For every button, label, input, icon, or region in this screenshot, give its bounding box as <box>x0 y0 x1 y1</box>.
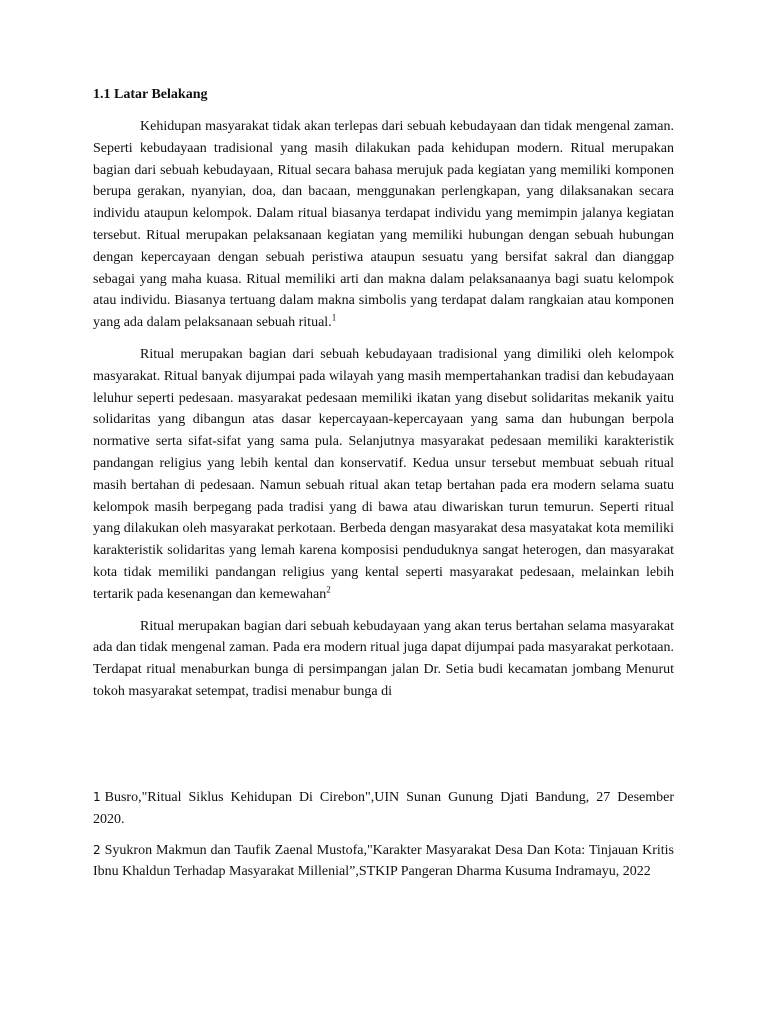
footnote-2 <box>93 840 674 884</box>
footnote-1-text: Busro,"Ritual Siklus Kehidupan Di Cirebon",UIN Sunan Gunung Djati Bandung, 27 Desember 2020. <box>93 790 674 827</box>
footnote-2-text: Syukron Makmun dan Taufik Zaenal Mustofa,"Karakter Masyarakat Desa Dan Kota: Tinjauan Kritis Ibnu Khaldun Terhadap Masyarakat Millenial”,STKIP Pangeran Dharma Kusuma Indramayu, 2022 <box>93 842 674 880</box>
document-body <box>93 86 674 713</box>
paragraph-2-text: Ritual merupakan bagian dari sebuah kebudayaan tradisional yang dimiliki oleh kelompok masyarakat. Ritual banyak dijumpai pada wilayah yang masih mempertahankan tradisi dan kebudayaan leluhur seperti pedesaan. masyarakat pedesaan memiliki ikatan yang disebut solidaritas mekanik yaitu solidaritas yang dibangun atas dasar kepercayaan-kepercayaan yang sama dan hubungan berpola normative serta sifat-sifat yang sama pula. Selanjutnya masyarakat pedesaan memiliki karakteristik pandangan religius yang lebih kental dan konservatif. Kedua unsur tersebut membuat sebuah ritual masih bertahan di pedesaan. Namun sebuah ritual akan tetap bertahan pada era modern selama suatu kelompok masih berpegang pada tradisi yang di bawa atau diwariskan turun temurun. Seperti ritual yang dilakukan oleh masyarakat perkotaan. Berbeda dengan masyarakat desa masyatakat kota memiliki karakteristik solidaritas yang lemah karena komposisi penduduknya sangat heterogen, dan masyarakat kota tidak memiliki pandangan religius yang kental seperti masyarakat pedesaan, melainkan lebih tertarik pada kesenangan dan kemewahan <box>93 346 674 602</box>
footnote-ref-2[interactable]: 2 <box>326 584 331 595</box>
paragraph-1 <box>93 116 674 334</box>
paragraph-3-text: Ritual merupakan bagian dari sebuah kebudayaan yang akan terus bertahan selama masyarakat ada dan tidak mengenal zaman. Pada era modern ritual juga dapat dijumpai pada masyarakat perkotaan. Terdapat ritual menaburkan bunga di persimpangan jalan Dr. Setia budi kecamatan jombang Menurut tokoh masyarakat setempat, tradisi menabur bunga di <box>93 618 674 699</box>
footnote-ref-1[interactable]: 1 <box>331 312 337 323</box>
section-heading: 1.1 Latar Belakang <box>93 87 208 102</box>
footnotes-section <box>93 787 674 892</box>
footnote-2-number: 2 <box>93 842 101 857</box>
paragraph-1-text: Kehidupan masyarakat tidak akan terlepas dari sebuah kebudayaan dan tidak mengenal zaman. Seperti kebudayaan tradisional yang masih dilakukan pada kehidupan modern. Ritual merupakan bagian dari sebuah kebudayaan, Ritual secara bahasa merujuk pada kegiatan yang memiliki komponen berupa gerakan, nyanyian, doa, dan bacaan, menggunakan perlengkapan, yang dilaksanakan secara individu ataupun kelompok. Dalam ritual biasanya terdapat individu yang memimpin jalanya kegiatan tersebut. Ritual merupakan pelaksanaan kegiatan yang memiliki hubungan dengan sebuah hubungan dengan kepercayaan dengan sebuah peristiwa ataupun sesuatu yang bersifat sakral dan dianggap sebagai yang maha kuasa. Ritual memiliki arti dan makna dalam pelaksanaanya bagi suatu kelompok atau individu. Biasanya tertuang dalam makna simbolis yang terdapat dalam rangkaian atau komponen yang ada dalam pelaksanaan sebuah ritual. <box>93 119 674 331</box>
paragraph-3 <box>93 616 674 703</box>
footnote-1 <box>93 787 674 831</box>
footnote-1-number: 1 <box>93 790 101 804</box>
paragraph-2 <box>93 344 674 606</box>
